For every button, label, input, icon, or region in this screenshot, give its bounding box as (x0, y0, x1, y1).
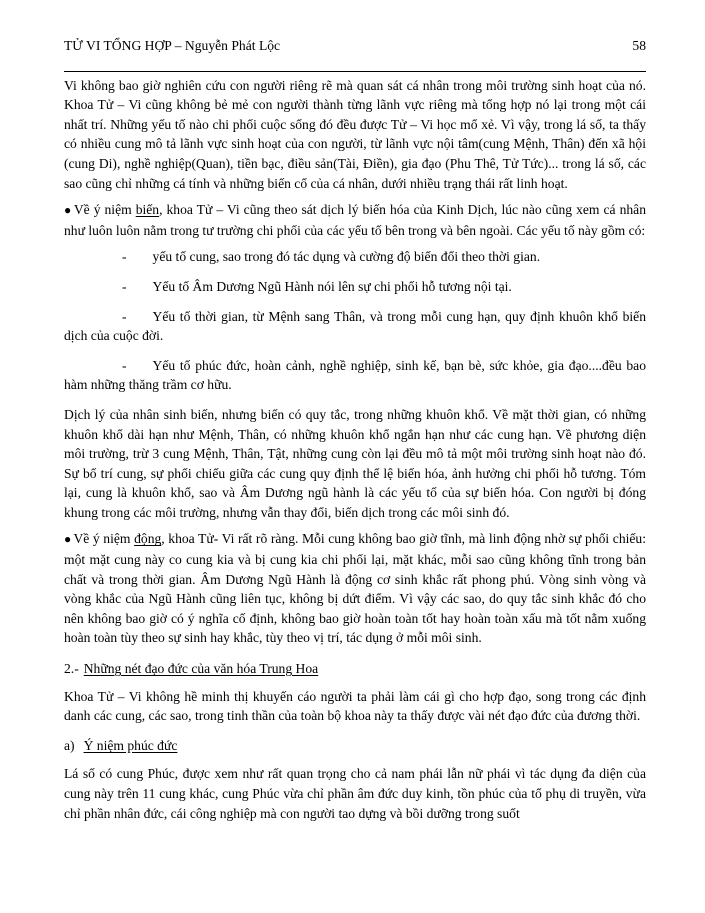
section-title: Những nét đạo đức của văn hóa Trung Hoa (83, 661, 319, 677)
list-item-text: Yếu tố phúc đức, hoàn cảnh, nghề nghiệp, sinh kế, bạn bè, sức khỏe, gia đạo....đều bao hàm những thăng trầm cơ hữu. (64, 357, 646, 393)
subsection-letter: a) (64, 737, 75, 753)
list-dash-marker: - (122, 278, 127, 294)
page-header (64, 36, 646, 56)
list-dash-marker: - (122, 308, 127, 324)
section-number: 2.- (64, 661, 79, 677)
paragraph-intro: Vi không bao giờ nghiên cứu con người riêng rẽ mà quan sát cá nhân trong môi trường sinh hoạt của nó. Khoa Tử – Vi cũng không bẻ mẻ con người thành từng lãnh vực riêng mà tổng hợp nó lại trong một cái nhất trí. Những yếu tố nào chi phối cuộc sống đó đều được Tử – Vi học mổ xẻ. Vì vậy, trong lá số, ta thấy có nhiều cung mô tả lãnh vực sinh hoạt của con người, từ lãnh vực nội tâm(cung Mệnh, Thân) đến xã hội (cung Di), nghề nghiệp(Quan), tiền bạc, điều sản(Tài, Điền), gia đạo (Phu Thê, Tử Tức)... trong lá số, các sao cũng chỉ những cá tính và những biến cố của cá nhân, dưới nhiều trạng thái rất linh hoạt. (64, 77, 646, 191)
list-item (64, 247, 646, 267)
text-run-pre: Về ý niệm (73, 531, 135, 547)
section-heading-2 (64, 659, 646, 679)
list-item-text: Yếu tố thời gian, từ Mệnh sang Thân, và trong mỗi cung hạn, quy định khuôn khổ biến dịch của cuộc đời. (64, 308, 646, 344)
bullet-marker-icon: ● (64, 532, 72, 547)
list-item-text: yếu tố cung, sao trong đó tác dụng và cường độ biến đổi theo thời gian. (152, 249, 541, 265)
page-body (64, 76, 646, 824)
running-title: TỬ VI TỔNG HỢP – Nguyễn Phát Lộc (64, 38, 281, 53)
bullet-marker-icon: ● (64, 203, 72, 218)
subsection-title: Ý niệm phúc đức (83, 737, 178, 753)
underlined-term-bien: biến (135, 202, 160, 218)
paragraph-khoa: Khoa Tử – Vi không hề minh thị khuyến cáo người ta phải làm cái gì cho hợp đạo, song trong các định danh các cung, các sao, trong tinh thần của toàn bộ khoa này ta thấy được vài nét đạo đức của đương thời. (64, 688, 646, 724)
text-run-post: , khoa Tử- Vi rất rõ ràng. Mỗi cung không bao giờ tĩnh, mà linh động nhờ sự phối chiếu: một mặt cung này co cung kia và bị cung kia chi phối lại, mặt khác, mỗi sao cũng không tĩnh trong bản chất và trong thời gian. Âm Dương Ngũ Hành là động cơ sinh khắc rất phong phú. Vòng sinh vòng và vòng khắc của Ngũ Hành cũng liên tục, không bị dứt điểm. Vì vậy các sao, do quy tắc sinh khắc đó cho nên không bao giờ có ý nghĩa cố định, không bao giờ hoàn toàn tốt hay hoàn toàn xấu mà tốt nằm xuống hoàn toàn tùy theo sự sinh hay khắc, tùy theo vị trí, tác dụng ở mỗi môi sinh. (64, 531, 646, 646)
list-dash-marker: - (122, 357, 127, 373)
text-run-post: , khoa Tử – Vi cũng theo sát dịch lý biến hóa của Kinh Dịch, lúc nào cũng xem cá nhân như luôn luôn nằm trong tư trường chi phối của các yếu tố bên trong và bên ngoài. Các yếu tố này gồm có: (64, 202, 646, 238)
underlined-term-dong: động (134, 531, 162, 547)
header-rule (64, 71, 646, 72)
page-number: 58 (632, 38, 646, 53)
list-item (64, 277, 646, 297)
list-item (64, 307, 646, 346)
paragraph-laso: Lá số có cung Phúc, được xem như rất quan trọng cho cả nam phái lẫn nữ phái vì tác dụng đa diện của cung này trên 11 cung khác, cung Phúc vừa chỉ phần âm đức duy kinh, tồn phúc của tổ phụ di truyền, vừa chỉ phần nhân đức, cái công nghiệp mà con người tao dựng và bồi dưỡng trong suốt (64, 766, 646, 821)
paragraph-dichly: Dịch lý của nhân sinh biến, nhưng biến có quy tắc, trong những khuôn khổ. Về mặt thời gian, có những khuôn khổ dài hạn như Mệnh, Thân, có những khuôn khổ ngắn hạn như các cung hạn. Về phương diện môi trường, trừ 3 cung Mệnh, Thân, Tật, những cung còn lại đều mô tả một môi trường sinh hoạt nào đó. Sự bố trí cung, sự phối chiếu giữa các cung quy định thể lệ biến hóa, ảnh hưởng chi phối hỗ tương. Tóm lại, cung là khuôn khổ, sao và Âm Dương ngũ hành là các yếu tố của sự biến hóa. Con người bị đóng khung trong các môi trường, nhưng vẫn thay đổi, biến dịch trong các môi sinh đó. (64, 406, 646, 520)
paragraph-concept-dong (64, 529, 646, 648)
paragraph-concept-bien (64, 200, 646, 240)
text-run-pre: Về ý niệm (73, 202, 136, 218)
list-item (64, 356, 646, 395)
list-dash-marker: - (122, 249, 127, 265)
list-item-text: Yếu tố Âm Dương Ngũ Hành nói lên sự chi phối hỗ tương nội tại. (152, 278, 512, 294)
subsection-heading-a (64, 736, 646, 756)
